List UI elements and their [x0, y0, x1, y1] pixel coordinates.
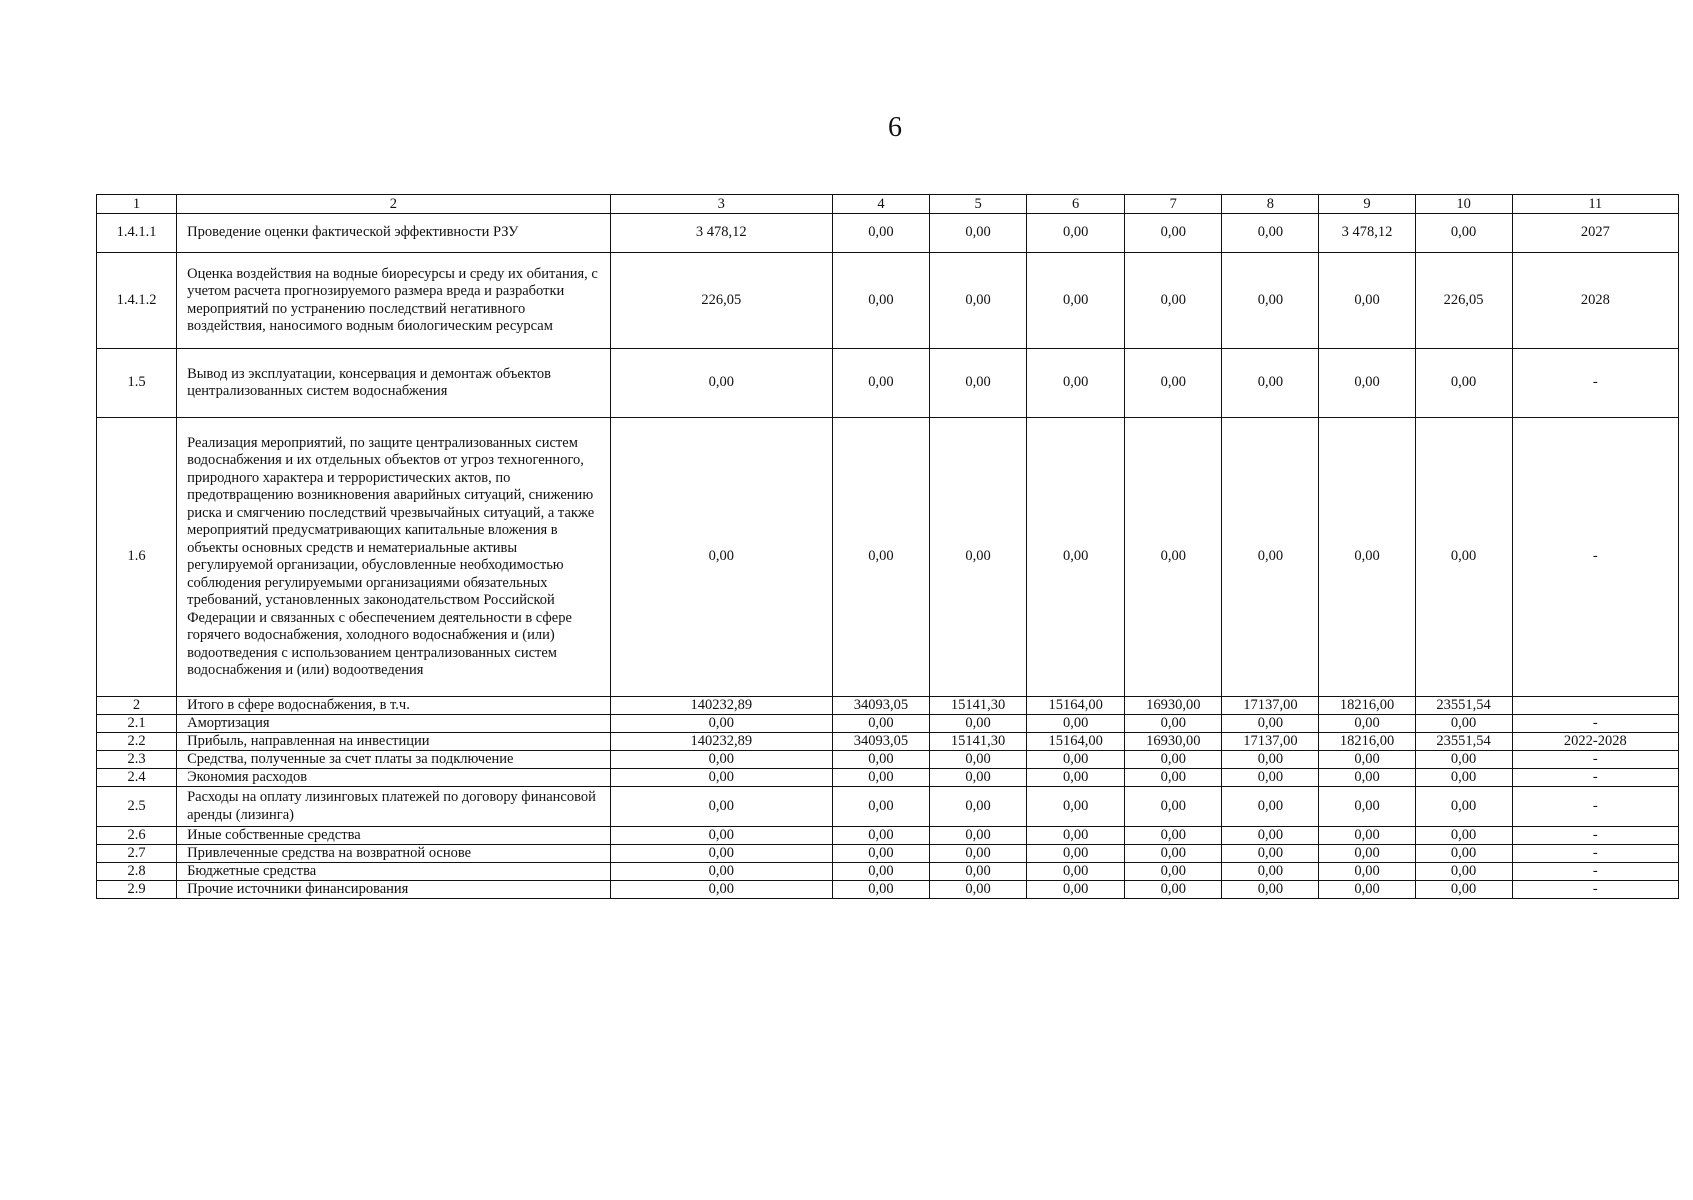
value-cell: 0,00	[1415, 751, 1512, 769]
row-number-cell: 1.6	[97, 418, 177, 697]
row-name-cell: Привлеченные средства на возвратной основе	[177, 845, 611, 863]
value-cell: 0,00	[1125, 418, 1222, 697]
value-cell: 16930,00	[1125, 697, 1222, 715]
table-row	[97, 845, 1679, 863]
year-cell: -	[1512, 845, 1678, 863]
page-number: 6	[888, 112, 902, 143]
row-name-cell: Амортизация	[177, 715, 611, 733]
value-cell: 0,00	[832, 863, 929, 881]
value-cell: 0,00	[832, 214, 929, 253]
value-cell: 0,00	[1415, 845, 1512, 863]
value-cell: 0,00	[610, 418, 832, 697]
value-cell: 0,00	[832, 253, 929, 349]
value-cell: 0,00	[1415, 787, 1512, 827]
value-cell: 0,00	[1027, 715, 1125, 733]
value-cell: 0,00	[832, 881, 929, 899]
year-cell: 2022-2028	[1512, 733, 1678, 751]
row-number-cell: 2.8	[97, 863, 177, 881]
table-row	[97, 751, 1679, 769]
value-cell: 0,00	[1027, 845, 1125, 863]
row-name-cell: Средства, полученные за счет платы за подключение	[177, 751, 611, 769]
year-cell: -	[1512, 769, 1678, 787]
value-cell: 34093,05	[832, 733, 929, 751]
value-cell: 0,00	[1027, 418, 1125, 697]
value-cell: 0,00	[1027, 827, 1125, 845]
value-cell: 0,00	[610, 769, 832, 787]
header-cell: 11	[1512, 195, 1678, 214]
value-cell: 0,00	[1125, 214, 1222, 253]
header-cell: 9	[1319, 195, 1415, 214]
year-cell: -	[1512, 715, 1678, 733]
value-cell: 0,00	[1415, 349, 1512, 418]
value-cell: 0,00	[610, 845, 832, 863]
row-number-cell: 2.6	[97, 827, 177, 845]
value-cell: 0,00	[930, 845, 1027, 863]
table-row	[97, 214, 1679, 253]
value-cell: 23551,54	[1415, 733, 1512, 751]
value-cell: 0,00	[930, 214, 1027, 253]
value-cell: 17137,00	[1222, 733, 1319, 751]
row-number-cell: 1.4.1.1	[97, 214, 177, 253]
value-cell: 140232,89	[610, 697, 832, 715]
header-cell: 3	[610, 195, 832, 214]
row-name-cell: Иные собственные средства	[177, 827, 611, 845]
table-row	[97, 827, 1679, 845]
table-row	[97, 253, 1679, 349]
table-row	[97, 349, 1679, 418]
value-cell: 0,00	[832, 827, 929, 845]
value-cell: 0,00	[1319, 253, 1415, 349]
year-cell: 2027	[1512, 214, 1678, 253]
value-cell: 0,00	[610, 715, 832, 733]
value-cell: 0,00	[1222, 715, 1319, 733]
value-cell: 0,00	[930, 787, 1027, 827]
row-name-cell: Итого в сфере водоснабжения, в т.ч.	[177, 697, 611, 715]
value-cell: 0,00	[1319, 715, 1415, 733]
value-cell: 0,00	[1222, 253, 1319, 349]
value-cell: 0,00	[610, 863, 832, 881]
value-cell: 15141,30	[930, 733, 1027, 751]
row-name-cell: Прибыль, направленная на инвестиции	[177, 733, 611, 751]
value-cell: 140232,89	[610, 733, 832, 751]
value-cell: 0,00	[1125, 751, 1222, 769]
value-cell: 0,00	[1125, 863, 1222, 881]
value-cell: 0,00	[1415, 863, 1512, 881]
table-row	[97, 769, 1679, 787]
value-cell: 0,00	[832, 418, 929, 697]
row-number-cell: 2.5	[97, 787, 177, 827]
header-cell: 4	[832, 195, 929, 214]
value-cell: 0,00	[832, 715, 929, 733]
value-cell: 0,00	[1319, 827, 1415, 845]
header-row	[97, 195, 1679, 214]
value-cell: 0,00	[610, 349, 832, 418]
value-cell: 17137,00	[1222, 697, 1319, 715]
row-number-cell: 1.4.1.2	[97, 253, 177, 349]
row-number-cell: 2.4	[97, 769, 177, 787]
year-cell: -	[1512, 827, 1678, 845]
table-row	[97, 733, 1679, 751]
value-cell: 0,00	[1125, 827, 1222, 845]
value-cell: 18216,00	[1319, 697, 1415, 715]
table-row	[97, 881, 1679, 899]
table-row	[97, 697, 1679, 715]
value-cell: 0,00	[1222, 349, 1319, 418]
value-cell: 34093,05	[832, 697, 929, 715]
header-cell: 10	[1415, 195, 1512, 214]
value-cell: 0,00	[1222, 751, 1319, 769]
row-name-cell: Прочие источники финансирования	[177, 881, 611, 899]
value-cell: 0,00	[1319, 863, 1415, 881]
value-cell: 0,00	[610, 881, 832, 899]
value-cell: 0,00	[610, 751, 832, 769]
row-number-cell: 2.1	[97, 715, 177, 733]
row-name-cell: Расходы на оплату лизинговых платежей по договору финансовой аренды (лизинга)	[177, 787, 611, 827]
value-cell: 0,00	[1125, 349, 1222, 418]
header-cell: 2	[177, 195, 611, 214]
year-cell: 2028	[1512, 253, 1678, 349]
value-cell: 0,00	[832, 751, 929, 769]
row-name-cell: Реализация мероприятий, по защите централизованных систем водоснабжения и их отдельных объектов от угроз техногенного, природного характера и террористических актов, по предотвращению возникновения аварийных ситуаций, снижению риска и смягчению последствий чрезвычайных ситуаций, а также мероприятий предусматривающих капитальные вложения в объекты основных средств и нематериальные активы регулируемой организации, обусловленные необходимостью соблюдения регулируемыми организациями обязательных требований, установленных законодательством Российской Федерации и связанных с обеспечением деятельности в сфере горячего водоснабжения, холодного водоснабжения и (или) водоотведения с использованием централизованных систем водоснабжения и (или) водоотведения	[177, 418, 611, 697]
value-cell: 0,00	[930, 418, 1027, 697]
value-cell: 0,00	[1319, 418, 1415, 697]
year-cell: -	[1512, 881, 1678, 899]
value-cell: 0,00	[930, 715, 1027, 733]
value-cell: 0,00	[1222, 863, 1319, 881]
header-cell: 5	[930, 195, 1027, 214]
value-cell: 0,00	[1319, 769, 1415, 787]
value-cell: 0,00	[1222, 881, 1319, 899]
value-cell: 0,00	[832, 349, 929, 418]
table-row	[97, 715, 1679, 733]
value-cell: 0,00	[832, 769, 929, 787]
value-cell: 0,00	[1027, 881, 1125, 899]
investment-table	[96, 194, 1679, 899]
value-cell: 0,00	[1125, 845, 1222, 863]
value-cell: 3 478,12	[1319, 214, 1415, 253]
year-cell: -	[1512, 418, 1678, 697]
row-number-cell: 2.7	[97, 845, 177, 863]
row-number-cell: 2.2	[97, 733, 177, 751]
row-name-cell: Проведение оценки фактической эффективности РЗУ	[177, 214, 611, 253]
value-cell: 0,00	[1319, 751, 1415, 769]
row-name-cell: Бюджетные средства	[177, 863, 611, 881]
year-cell: -	[1512, 863, 1678, 881]
value-cell: 0,00	[1222, 845, 1319, 863]
value-cell: 15164,00	[1027, 733, 1125, 751]
value-cell: 0,00	[1319, 881, 1415, 899]
value-cell: 0,00	[1222, 787, 1319, 827]
value-cell: 0,00	[1125, 715, 1222, 733]
value-cell: 0,00	[1027, 787, 1125, 827]
table-row	[97, 418, 1679, 697]
table-row	[97, 787, 1679, 827]
row-number-cell: 2.3	[97, 751, 177, 769]
value-cell: 0,00	[1027, 253, 1125, 349]
value-cell: 0,00	[1125, 253, 1222, 349]
value-cell: 0,00	[1027, 349, 1125, 418]
value-cell: 0,00	[832, 787, 929, 827]
row-number-cell: 2.9	[97, 881, 177, 899]
year-cell: -	[1512, 787, 1678, 827]
value-cell: 0,00	[1027, 769, 1125, 787]
value-cell: 16930,00	[1125, 733, 1222, 751]
value-cell: 0,00	[1222, 827, 1319, 845]
header-cell: 6	[1027, 195, 1125, 214]
value-cell: 0,00	[1415, 715, 1512, 733]
year-cell: -	[1512, 349, 1678, 418]
value-cell: 15164,00	[1027, 697, 1125, 715]
table-row	[97, 863, 1679, 881]
value-cell: 0,00	[1222, 214, 1319, 253]
value-cell: 0,00	[1415, 769, 1512, 787]
value-cell: 0,00	[610, 787, 832, 827]
value-cell: 0,00	[1222, 418, 1319, 697]
value-cell: 0,00	[1415, 881, 1512, 899]
value-cell: 0,00	[1415, 418, 1512, 697]
value-cell: 0,00	[930, 349, 1027, 418]
header-cell: 7	[1125, 195, 1222, 214]
value-cell: 0,00	[930, 827, 1027, 845]
value-cell: 0,00	[1319, 845, 1415, 863]
value-cell: 15141,30	[930, 697, 1027, 715]
value-cell: 0,00	[930, 751, 1027, 769]
row-number-cell: 1.5	[97, 349, 177, 418]
value-cell: 18216,00	[1319, 733, 1415, 751]
value-cell: 0,00	[1125, 787, 1222, 827]
row-number-cell: 2	[97, 697, 177, 715]
value-cell: 226,05	[1415, 253, 1512, 349]
value-cell: 0,00	[930, 863, 1027, 881]
year-cell	[1512, 697, 1678, 715]
value-cell: 226,05	[610, 253, 832, 349]
value-cell: 0,00	[930, 881, 1027, 899]
value-cell: 0,00	[1222, 769, 1319, 787]
row-name-cell: Вывод из эксплуатации, консервация и демонтаж объектов централизованных систем водоснабжения	[177, 349, 611, 418]
header-cell: 8	[1222, 195, 1319, 214]
value-cell: 0,00	[930, 253, 1027, 349]
value-cell: 0,00	[1027, 751, 1125, 769]
value-cell: 0,00	[1027, 214, 1125, 253]
value-cell: 0,00	[1319, 787, 1415, 827]
value-cell: 0,00	[1125, 769, 1222, 787]
value-cell: 0,00	[1319, 349, 1415, 418]
row-name-cell: Оценка воздействия на водные биоресурсы и среду их обитания, с учетом расчета прогнозируемого размера вреда и разработки мероприятий по устранению последствий негативного воздействия, наносимого водным биологическим ресурсам	[177, 253, 611, 349]
row-name-cell: Экономия расходов	[177, 769, 611, 787]
value-cell: 3 478,12	[610, 214, 832, 253]
header-cell: 1	[97, 195, 177, 214]
value-cell: 0,00	[1415, 214, 1512, 253]
value-cell: 0,00	[610, 827, 832, 845]
value-cell: 0,00	[1125, 881, 1222, 899]
value-cell: 0,00	[930, 769, 1027, 787]
value-cell: 0,00	[1415, 827, 1512, 845]
value-cell: 0,00	[1027, 863, 1125, 881]
value-cell: 0,00	[832, 845, 929, 863]
year-cell: -	[1512, 751, 1678, 769]
value-cell: 23551,54	[1415, 697, 1512, 715]
